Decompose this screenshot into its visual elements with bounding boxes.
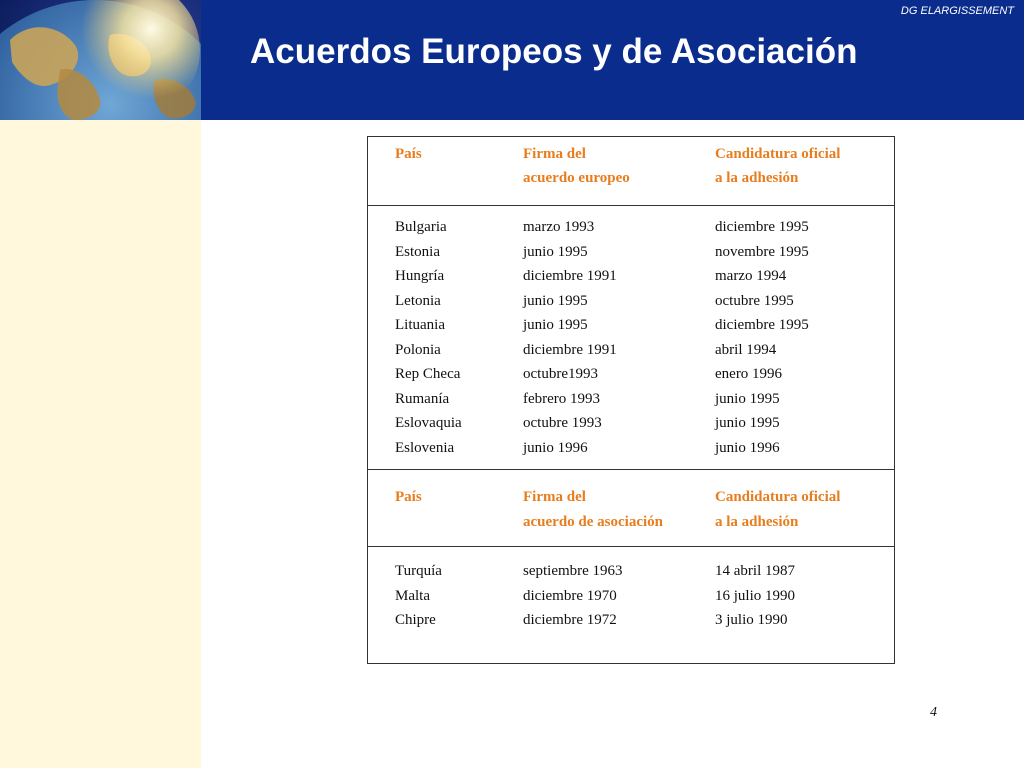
- header-cell: País: [395, 489, 422, 505]
- table-row: [368, 388, 894, 410]
- table-rule: [368, 546, 894, 547]
- candidacy-date-cell: 16 julio 1990: [715, 587, 796, 604]
- table-row: [368, 339, 894, 361]
- candidacy-date-cell: 3 julio 1990: [715, 612, 788, 628]
- signature-date-cell: junio 1995: [523, 317, 588, 333]
- table-row: [368, 265, 894, 287]
- candidacy-date-cell: novembre 1995: [715, 243, 809, 260]
- table-row: [368, 585, 894, 607]
- country-cell: Rumanía: [395, 390, 450, 407]
- table-row: [368, 314, 894, 336]
- signature-date-cell: diciembre 1972: [523, 612, 617, 628]
- country-cell: Polonia: [395, 341, 441, 358]
- table-row: [368, 363, 894, 385]
- signature-date-cell: diciembre 1970: [523, 587, 617, 604]
- signature-date-cell: junio 1996: [523, 439, 588, 456]
- signature-date-cell: diciembre 1991: [523, 341, 617, 358]
- country-cell: Turquía: [395, 563, 442, 579]
- header-cell: a la adhesión: [715, 170, 799, 186]
- table-row: [368, 412, 894, 434]
- country-cell: Eslovaquia: [395, 415, 462, 431]
- candidacy-date-cell: diciembre 1995: [715, 317, 809, 333]
- candidacy-date-cell: octubre 1995: [715, 292, 794, 309]
- table-row: [368, 609, 894, 631]
- table-row: [368, 560, 894, 582]
- header-cell: País: [395, 146, 422, 162]
- header-cell: Firma del: [523, 146, 586, 162]
- agreements-table: [367, 136, 895, 664]
- country-cell: Malta: [395, 587, 430, 604]
- country-cell: Lituania: [395, 317, 445, 333]
- signature-date-cell: octubre 1993: [523, 415, 602, 431]
- signature-date-cell: octubre1993: [523, 366, 598, 382]
- table1-header-row-1: [368, 143, 894, 165]
- table-row: [368, 216, 894, 238]
- table2-header-row-1: [368, 486, 894, 508]
- header-cell: Firma del: [523, 489, 586, 505]
- signature-date-cell: junio 1995: [523, 243, 588, 260]
- corner-tag: DG ELARGISSEMENT: [900, 5, 1014, 17]
- country-cell: Letonia: [395, 292, 441, 309]
- signature-date-cell: febrero 1993: [523, 390, 601, 407]
- table-row: [368, 290, 894, 312]
- header-cell: Candidatura oficial: [715, 146, 841, 162]
- signature-date-cell: marzo 1993: [523, 219, 595, 235]
- signature-date-cell: junio 1995: [523, 292, 588, 309]
- signature-date-cell: diciembre 1991: [523, 268, 617, 284]
- header-cell: acuerdo europeo: [523, 170, 630, 186]
- signature-date-cell: septiembre 1963: [523, 563, 623, 579]
- candidacy-date-cell: junio 1995: [715, 390, 780, 407]
- candidacy-date-cell: diciembre 1995: [715, 219, 809, 235]
- table-rule: [368, 469, 894, 470]
- header-cell: acuerdo de asociación: [523, 514, 663, 530]
- table-rule: [368, 205, 894, 206]
- side-strip: [0, 120, 201, 768]
- country-cell: Hungría: [395, 268, 445, 284]
- table2-header-row-2: [368, 511, 894, 533]
- country-cell: Rep Checa: [395, 366, 461, 382]
- candidacy-date-cell: junio 1995: [715, 415, 780, 431]
- table-row: [368, 437, 894, 459]
- page-title: Acuerdos Europeos y de Asociación: [250, 32, 858, 71]
- candidacy-date-cell: abril 1994: [715, 341, 777, 358]
- country-cell: Estonia: [395, 243, 440, 260]
- country-cell: Chipre: [395, 612, 436, 628]
- country-cell: Bulgaria: [395, 219, 447, 235]
- candidacy-date-cell: junio 1996: [715, 439, 780, 456]
- country-cell: Eslovenia: [395, 439, 455, 456]
- candidacy-date-cell: marzo 1994: [715, 268, 787, 284]
- globe-image: [0, 0, 201, 120]
- candidacy-date-cell: 14 abril 1987: [715, 563, 795, 579]
- header-cell: a la adhesión: [715, 514, 799, 530]
- header-cell: Candidatura oficial: [715, 489, 841, 505]
- candidacy-date-cell: enero 1996: [715, 366, 783, 382]
- page-number: 4: [930, 705, 937, 720]
- table-row: [368, 241, 894, 263]
- table1-header-row-2: [368, 167, 894, 189]
